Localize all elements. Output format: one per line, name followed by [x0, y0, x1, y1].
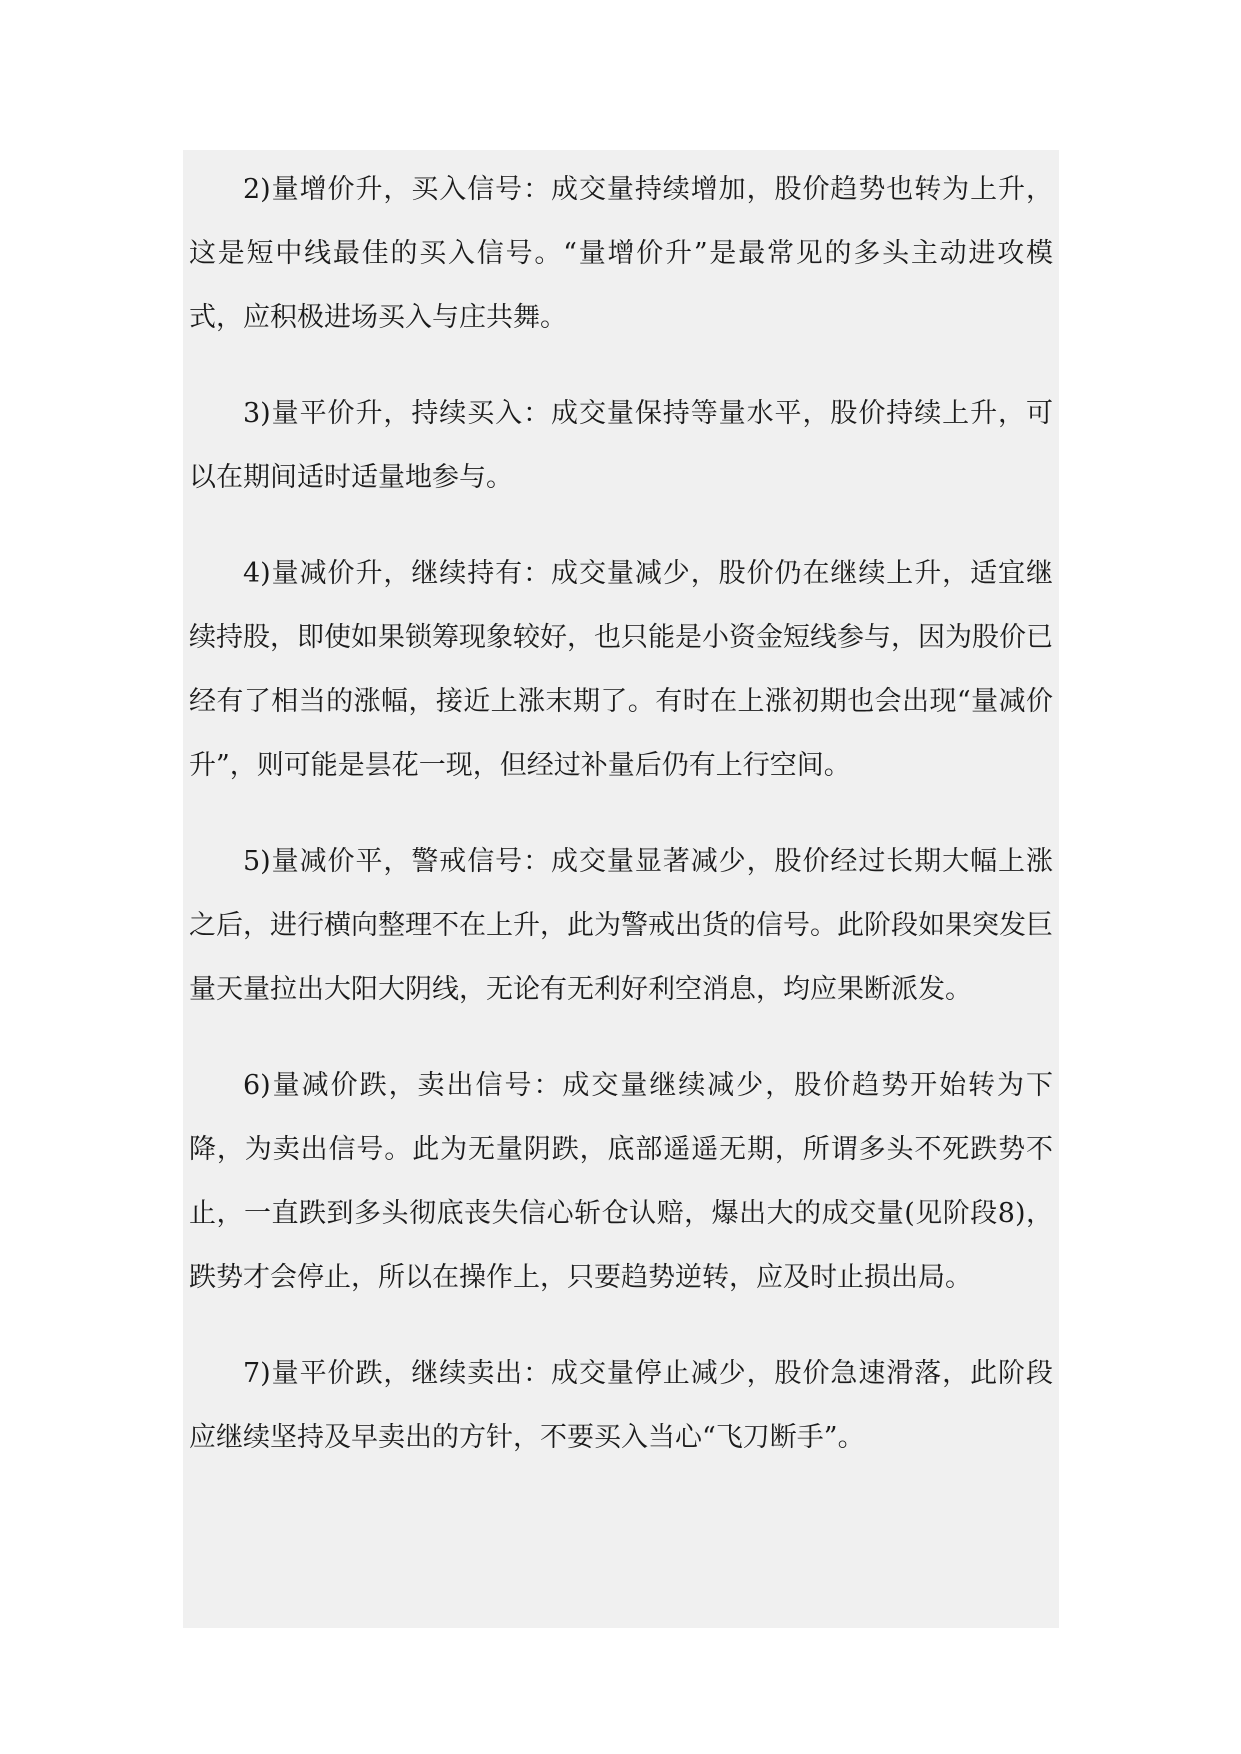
paragraph-5: 5)量减价平，警戒信号：成交量显著减少，股价经过长期大幅上涨之后，进行横向整理不在上升，此为警戒出货的信号。此阶段如果突发巨量天量拉出大阳大阴线，无论有无利好利空消息，均应果断派发。	[189, 846, 1053, 1005]
paragraph-2: 2)量增价升，买入信号：成交量持续增加，股价趋势也转为上升，这是短中线最佳的买入信号。“量增价升”是最常见的多头主动进攻模式，应积极进场买入与庄共舞。	[189, 174, 1053, 333]
paragraph-6: 6)量减价跌，卖出信号：成交量继续减少，股价趋势开始转为下降，为卖出信号。此为无量阴跌，底部遥遥无期，所谓多头不死跌势不止，一直跌到多头彻底丧失信心斩仓认赔，爆出大的成交量(见阶段8)，跌势才会停止，所以在操作上，只要趋势逆转，应及时止损出局。	[189, 1070, 1053, 1293]
content-body	[189, 158, 1053, 1470]
paragraph-4: 4)量减价升，继续持有：成交量减少，股价仍在继续上升，适宜继续持股，即使如果锁筹现象较好，也只能是小资金短线参与，因为股价已经有了相当的涨幅，接近上涨末期了。有时在上涨初期也会出现“量减价升”，则可能是昙花一现，但经过补量后仍有上行空间。	[189, 558, 1053, 781]
paragraph-7: 7)量平价跌，继续卖出：成交量停止减少，股价急速滑落，此阶段应继续坚持及早卖出的方针，不要买入当心“飞刀断手”。	[189, 1358, 1053, 1453]
paragraph-3: 3)量平价升，持续买入：成交量保持等量水平，股价持续上升，可以在期间适时适量地参与。	[189, 398, 1053, 493]
content-panel	[183, 150, 1059, 1628]
